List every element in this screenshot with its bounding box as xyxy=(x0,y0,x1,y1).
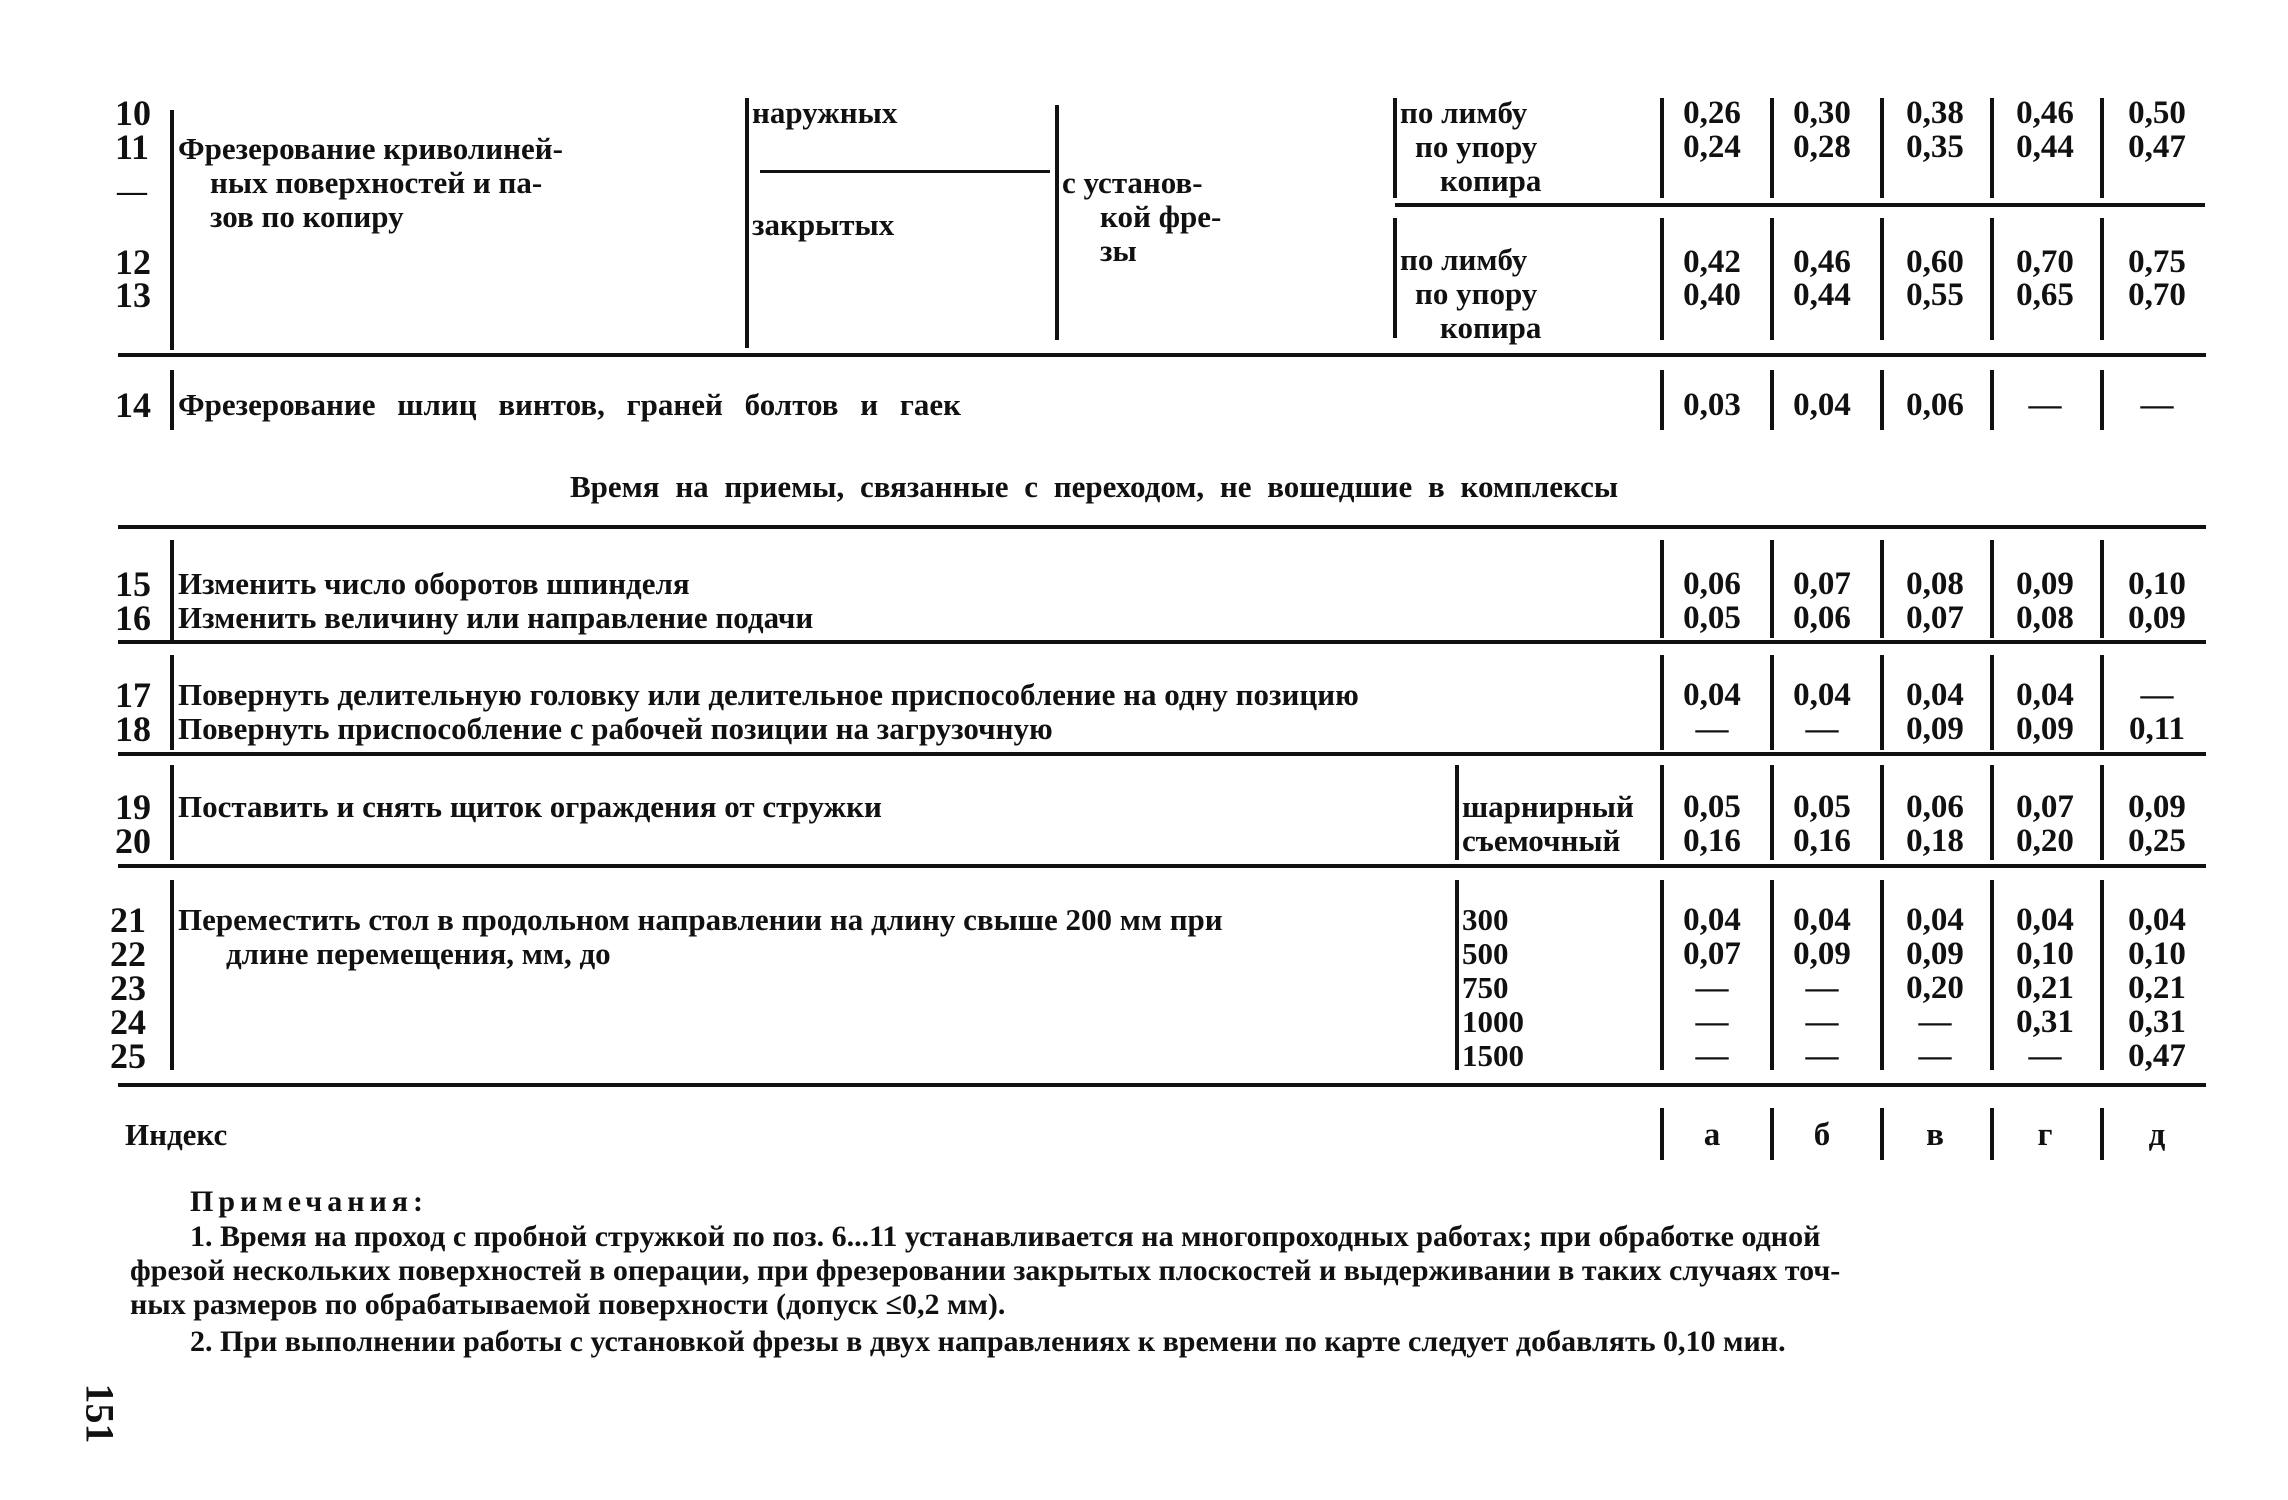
value-23-а: — xyxy=(1695,970,1729,1006)
column-separator xyxy=(1660,98,1664,198)
value-20-б: 0,16 xyxy=(1793,823,1851,859)
method-limb: по лимбу xyxy=(1400,242,1528,277)
value-20-д: 0,25 xyxy=(2128,823,2186,859)
row-number-25: 25 xyxy=(110,1036,146,1076)
column-separator xyxy=(1660,1108,1664,1160)
desc-curved-3: зов по копиру xyxy=(210,199,404,234)
divider xyxy=(1455,880,1459,1070)
value-16-в: 0,07 xyxy=(1906,600,1964,636)
value-13-а: 0,40 xyxy=(1683,277,1741,313)
method-copier: копира xyxy=(1440,310,1542,345)
value-25-в: — xyxy=(1918,1038,1952,1074)
divider xyxy=(118,353,2206,357)
divider xyxy=(170,110,174,350)
row-number-24: 24 xyxy=(110,1002,146,1042)
desc-curved-1: Фрезерование криволиней- xyxy=(178,131,563,166)
value-16-д: 0,09 xyxy=(2128,600,2186,636)
value-13-в: 0,55 xyxy=(1906,277,1964,313)
note-1-line-2: фрезой нескольких поверхностей в операции, при фрезеровании закрытых плоскостей и выдерживании в таких случаях точ- xyxy=(130,1254,1841,1287)
value-15-г: 0,09 xyxy=(2016,566,2074,602)
value-21-г: 0,04 xyxy=(2016,902,2074,938)
value-18-а: — xyxy=(1695,711,1729,747)
desc-table-move-2: длине перемещения, мм, до xyxy=(226,936,611,971)
value-11-в: 0,35 xyxy=(1906,129,1964,165)
value-14-б: 0,04 xyxy=(1793,387,1851,423)
row-number-15: 15 xyxy=(115,564,151,604)
value-17-д: — xyxy=(2140,677,2174,713)
value-20-а: 0,16 xyxy=(1683,823,1741,859)
value-16-б: 0,06 xyxy=(1793,600,1851,636)
divider xyxy=(1055,105,1059,340)
column-separator xyxy=(1770,98,1774,198)
value-12-а: 0,42 xyxy=(1683,244,1741,280)
column-separator xyxy=(1770,218,1774,340)
setup-3: зы xyxy=(1100,233,1137,268)
length-750: 750 xyxy=(1462,970,1509,1005)
column-separator xyxy=(1880,655,1884,750)
desc-slots: Фрезерование шлиц винтов, граней болтов и гаек xyxy=(178,387,962,422)
value-17-г: 0,04 xyxy=(2016,677,2074,713)
column-separator xyxy=(1770,880,1774,1070)
row-number-16: 16 xyxy=(115,598,151,638)
index-б: б xyxy=(1813,1117,1831,1153)
guard-removable: съемочный xyxy=(1462,823,1621,858)
value-22-в: 0,09 xyxy=(1906,936,1964,972)
value-20-в: 0,18 xyxy=(1906,823,1964,859)
column-separator xyxy=(1990,540,1994,638)
value-12-в: 0,60 xyxy=(1906,244,1964,280)
column-separator xyxy=(1660,370,1664,430)
desc-dividing-head: Повернуть делительную головку или делительное приспособление на одну позицию xyxy=(178,677,1359,712)
row-number-19: 19 xyxy=(115,787,151,827)
value-11-г: 0,44 xyxy=(2016,129,2074,165)
column-separator xyxy=(1990,218,1994,340)
row-number-20: 20 xyxy=(115,821,151,861)
row-dash: — xyxy=(117,175,147,208)
column-separator xyxy=(1990,655,1994,750)
column-separator xyxy=(2100,655,2104,750)
value-10-д: 0,50 xyxy=(2128,95,2186,131)
column-separator xyxy=(1880,1108,1884,1160)
value-19-в: 0,06 xyxy=(1906,789,1964,825)
value-24-в: — xyxy=(1918,1004,1952,1040)
value-24-д: 0,31 xyxy=(2128,1004,2186,1040)
value-13-д: 0,70 xyxy=(2128,277,2186,313)
value-18-д: 0,11 xyxy=(2129,711,2185,747)
value-13-б: 0,44 xyxy=(1793,277,1851,313)
column-separator xyxy=(1770,765,1774,860)
value-18-б: — xyxy=(1805,711,1839,747)
column-separator xyxy=(1770,655,1774,750)
value-24-г: 0,31 xyxy=(2016,1004,2074,1040)
value-14-г: — xyxy=(2028,387,2062,423)
value-10-а: 0,26 xyxy=(1683,95,1741,131)
column-separator xyxy=(2100,98,2104,198)
column-separator xyxy=(1770,540,1774,638)
column-separator xyxy=(1880,540,1884,638)
value-15-а: 0,06 xyxy=(1683,566,1741,602)
column-separator xyxy=(1770,1108,1774,1160)
value-23-д: 0,21 xyxy=(2128,970,2186,1006)
value-22-д: 0,10 xyxy=(2128,936,2186,972)
divider xyxy=(118,1083,2206,1087)
value-12-г: 0,70 xyxy=(2016,244,2074,280)
value-18-г: 0,09 xyxy=(2016,711,2074,747)
row-number-17: 17 xyxy=(115,675,151,715)
value-17-в: 0,04 xyxy=(1906,677,1964,713)
method-limb: по лимбу xyxy=(1400,95,1528,130)
desc-fixture-turn: Повернуть приспособление с рабочей позиции на загрузочную xyxy=(178,711,1053,746)
value-15-в: 0,08 xyxy=(1906,566,1964,602)
column-separator xyxy=(2100,540,2104,638)
value-12-д: 0,75 xyxy=(2128,244,2186,280)
column-separator xyxy=(1880,218,1884,340)
surface-closed: закрытых xyxy=(752,207,895,242)
row-number-13: 13 xyxy=(115,275,151,315)
value-11-а: 0,24 xyxy=(1683,129,1741,165)
value-24-а: — xyxy=(1695,1004,1729,1040)
section-title: Время на приемы, связанные с переходом, не вошедшие в комплексы xyxy=(570,469,1619,504)
value-22-а: 0,07 xyxy=(1683,936,1741,972)
value-23-г: 0,21 xyxy=(2016,970,2074,1006)
row-number-21: 21 xyxy=(110,900,146,940)
index-label: Индекс xyxy=(125,1117,228,1152)
desc-curved-2: ных поверхностей и па- xyxy=(210,165,543,200)
divider xyxy=(1393,218,1397,338)
index-в: в xyxy=(1926,1117,1944,1153)
divider xyxy=(118,640,2206,644)
value-10-б: 0,30 xyxy=(1793,95,1851,131)
divider xyxy=(1393,98,1397,198)
note-2: 2. При выполнении работы с установкой фрезы в двух направлениях к времени по карте следует добавлять 0,10 мин. xyxy=(190,1325,1786,1358)
divider xyxy=(118,752,2206,756)
value-11-б: 0,28 xyxy=(1793,129,1851,165)
divider xyxy=(1455,765,1459,860)
value-21-а: 0,04 xyxy=(1683,902,1741,938)
setup-1: с установ- xyxy=(1062,165,1203,200)
value-19-б: 0,05 xyxy=(1793,789,1851,825)
value-21-б: 0,04 xyxy=(1793,902,1851,938)
method-stop: по упору xyxy=(1415,276,1538,311)
column-separator xyxy=(2100,880,2104,1070)
column-separator xyxy=(1660,218,1664,340)
value-14-в: 0,06 xyxy=(1906,387,1964,423)
value-23-в: 0,20 xyxy=(1906,970,1964,1006)
value-21-д: 0,04 xyxy=(2128,902,2186,938)
method-stop: по упору xyxy=(1415,129,1538,164)
column-separator xyxy=(1990,1108,1994,1160)
column-separator xyxy=(1990,880,1994,1070)
value-14-д: — xyxy=(2140,387,2174,423)
row-number-22: 22 xyxy=(110,934,146,974)
divider xyxy=(1395,203,2205,207)
guard-hinged: шарнирный xyxy=(1462,789,1634,824)
column-separator xyxy=(2100,1108,2104,1160)
value-12-б: 0,46 xyxy=(1793,244,1851,280)
row-number-12: 12 xyxy=(115,242,151,282)
value-25-д: 0,47 xyxy=(2128,1038,2186,1074)
value-19-г: 0,07 xyxy=(2016,789,2074,825)
value-16-г: 0,08 xyxy=(2016,600,2074,636)
column-separator xyxy=(2100,218,2104,340)
value-23-б: — xyxy=(1805,970,1839,1006)
column-separator xyxy=(1660,880,1664,1070)
desc-guard: Поставить и снять щиток ограждения от стружки xyxy=(178,789,882,824)
divider xyxy=(170,370,174,430)
value-22-б: 0,09 xyxy=(1793,936,1851,972)
value-15-б: 0,07 xyxy=(1793,566,1851,602)
row-number-23: 23 xyxy=(110,968,146,1008)
value-15-д: 0,10 xyxy=(2128,566,2186,602)
surface-outer: наружных xyxy=(752,95,898,130)
page-number: 151 xyxy=(77,1383,123,1444)
note-1-line-1: 1. Время на проход с пробной стружкой по поз. 6...11 устанавливается на многопроходных работах; при обработке одной xyxy=(190,1220,1821,1253)
value-10-г: 0,46 xyxy=(2016,95,2074,131)
value-22-г: 0,10 xyxy=(2016,936,2074,972)
column-separator xyxy=(1880,370,1884,430)
column-separator xyxy=(1990,765,1994,860)
column-separator xyxy=(1660,765,1664,860)
value-24-б: — xyxy=(1805,1004,1839,1040)
divider xyxy=(118,864,2206,868)
value-25-б: — xyxy=(1805,1038,1839,1074)
column-separator xyxy=(1660,540,1664,638)
column-separator xyxy=(1880,880,1884,1070)
value-20-г: 0,20 xyxy=(2016,823,2074,859)
value-16-а: 0,05 xyxy=(1683,600,1741,636)
length-300: 300 xyxy=(1462,902,1509,937)
value-19-а: 0,05 xyxy=(1683,789,1741,825)
setup-2: кой фре- xyxy=(1100,199,1222,234)
column-separator xyxy=(1770,370,1774,430)
value-19-д: 0,09 xyxy=(2128,789,2186,825)
row-number-18: 18 xyxy=(115,709,151,749)
value-25-а: — xyxy=(1695,1038,1729,1074)
length-500: 500 xyxy=(1462,936,1509,971)
column-separator xyxy=(1660,655,1664,750)
row-number-14: 14 xyxy=(115,385,151,425)
length-1000: 1000 xyxy=(1462,1004,1524,1039)
length-1500: 1500 xyxy=(1462,1038,1524,1073)
value-11-д: 0,47 xyxy=(2128,129,2186,165)
divider xyxy=(170,540,174,640)
value-13-г: 0,65 xyxy=(2016,277,2074,313)
value-17-б: 0,04 xyxy=(1793,677,1851,713)
desc-feed: Изменить величину или направление подачи xyxy=(178,600,814,635)
divider xyxy=(760,170,1050,173)
divider xyxy=(170,880,174,1070)
notes-heading: Примечания: xyxy=(190,1185,429,1218)
column-separator xyxy=(1990,98,1994,198)
row-number-10: 10 xyxy=(115,93,151,133)
value-21-в: 0,04 xyxy=(1906,902,1964,938)
note-1-line-3: ных размеров по обрабатываемой поверхности (допуск ≤0,2 мм). xyxy=(130,1288,1006,1321)
value-17-а: 0,04 xyxy=(1683,677,1741,713)
column-separator xyxy=(1880,98,1884,198)
index-а: а xyxy=(1703,1117,1721,1153)
index-г: г xyxy=(2037,1117,2053,1153)
divider xyxy=(118,525,2206,529)
value-10-в: 0,38 xyxy=(1906,95,1964,131)
desc-spindle: Изменить число оборотов шпинделя xyxy=(178,566,690,601)
desc-table-move-1: Переместить стол в продольном направлении на длину свыше 200 мм при xyxy=(178,902,1223,937)
value-18-в: 0,09 xyxy=(1906,711,1964,747)
divider xyxy=(170,765,174,860)
column-separator xyxy=(1880,765,1884,860)
divider xyxy=(745,98,749,348)
value-14-а: 0,03 xyxy=(1683,387,1741,423)
index-д: д xyxy=(2148,1117,2166,1153)
divider xyxy=(170,655,174,750)
row-number-11: 11 xyxy=(115,127,150,167)
column-separator xyxy=(2100,765,2104,860)
column-separator xyxy=(1990,370,1994,430)
value-25-г: — xyxy=(2028,1038,2062,1074)
method-copier: копира xyxy=(1440,163,1542,198)
column-separator xyxy=(2100,370,2104,430)
